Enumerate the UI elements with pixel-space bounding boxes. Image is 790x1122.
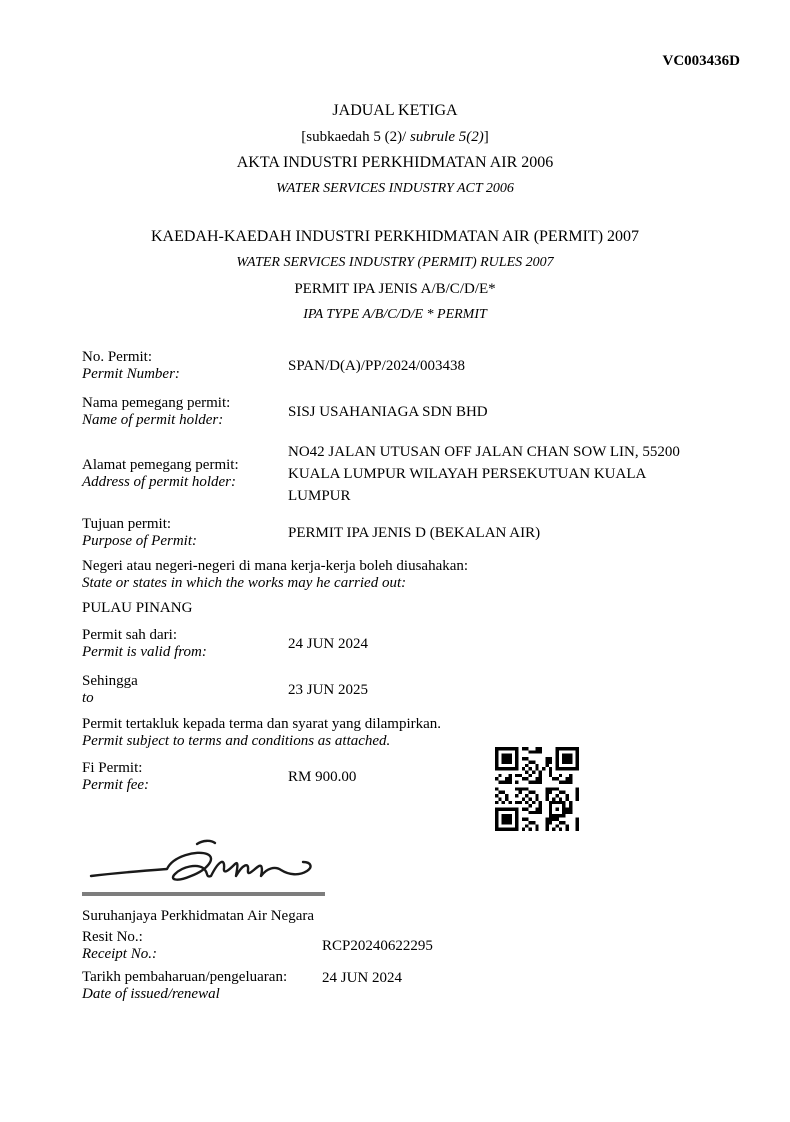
- label-my: Tujuan permit:: [82, 516, 172, 532]
- terms-statement-en: Permit subject to terms and conditions as attached.: [82, 733, 391, 749]
- field-row-receipt-no: [82, 929, 740, 963]
- label-my: Nama pemegang permit:: [82, 395, 231, 411]
- signature: [85, 838, 320, 890]
- act-title-en: WATER SERVICES INDUSTRY ACT 2006: [276, 181, 514, 196]
- label-en: Permit is valid from:: [82, 644, 207, 660]
- label-en: Receipt No.:: [82, 946, 157, 962]
- holder-name-value: SISJ USAHANIAGA SDN BHD: [288, 403, 488, 420]
- state-name: PULAU PINANG: [82, 600, 193, 616]
- signature-line: [82, 892, 325, 896]
- field-label: [82, 929, 322, 963]
- field-label: [82, 395, 288, 429]
- terms-statement-my: Permit tertakluk kepada terma dan syarat yang dilampirkan.: [82, 716, 442, 732]
- label-en: Address of permit holder:: [82, 474, 237, 490]
- label-en: Date of issued/renewal: [82, 986, 220, 1002]
- signature-block: [82, 838, 740, 925]
- purpose-value: PERMIT IPA JENIS D (BEKALAN AIR): [288, 524, 541, 541]
- field-row-purpose: [82, 516, 740, 550]
- permit-type-my: PERMIT IPA JENIS A/B/C/D/E*: [294, 281, 496, 297]
- field-label: [82, 673, 288, 707]
- works-states-statement-my: Negeri atau negeri-negeri di mana kerja-kerja boleh diusahakan:: [82, 558, 469, 574]
- subrule-suffix: ]: [483, 129, 489, 145]
- rules-title-my: KAEDAH-KAEDAH INDUSTRI PERKHIDMATAN AIR (PERMIT) 2007: [150, 228, 640, 245]
- subrule-reference: [0, 128, 790, 146]
- holder-address-value: NO42 JALAN UTUSAN OFF JALAN CHAN SOW LIN, 55200 KUALA LUMPUR WILAYAH PERSEKUTUAN KUALA LUMPUR: [288, 444, 680, 504]
- field-label: [82, 516, 288, 550]
- field-row-issue-date: [82, 969, 740, 1003]
- field-label: [82, 760, 288, 794]
- field-label: [82, 457, 288, 491]
- field-label: [82, 627, 288, 661]
- rules-title-en: WATER SERVICES INDUSTRY (PERMIT) RULES 2007: [236, 255, 554, 270]
- field-row-holder-name: [82, 395, 740, 429]
- subrule-prefix: [subkaedah 5 (2)/: [301, 129, 410, 145]
- subrule-italic: subrule 5(2): [409, 129, 484, 145]
- qr-code: [495, 747, 579, 831]
- works-states-statement-en: State or states in which the works may he carried out:: [82, 575, 407, 591]
- label-my: Tarikh pembaharuan/pengeluaran:: [82, 969, 288, 985]
- permit-type-en: IPA TYPE A/B/C/D/E * PERMIT: [303, 307, 487, 322]
- field-row-fee: [82, 760, 740, 794]
- document-header-rules: [0, 228, 790, 323]
- valid-to-value: 23 JUN 2025: [288, 681, 369, 698]
- fee-value: RM 900.00: [288, 768, 357, 785]
- label-my: Resit No.:: [82, 929, 143, 945]
- label-my: Fi Permit:: [82, 760, 143, 776]
- label-en: Permit fee:: [82, 777, 150, 793]
- schedule-title: JADUAL KETIGA: [332, 102, 458, 119]
- field-row-valid-to: [82, 673, 740, 707]
- field-label: [82, 349, 288, 383]
- works-states-statement: [82, 558, 740, 592]
- document-body: [0, 323, 790, 1003]
- issuing-authority: Suruhanjaya Perkhidmatan Air Negara: [82, 908, 315, 924]
- label-my: Sehingga: [82, 673, 138, 689]
- label-en: to: [82, 690, 94, 706]
- receipt-no-value: RCP20240622295: [322, 937, 433, 954]
- terms-statement: [82, 716, 740, 750]
- label-en: Name of permit holder:: [82, 412, 224, 428]
- field-row-holder-address: [82, 441, 740, 507]
- label-my: No. Permit:: [82, 349, 152, 365]
- permit-number-value: SPAN/D(A)/PP/2024/003438: [288, 357, 465, 374]
- valid-from-value: 24 JUN 2024: [288, 635, 369, 652]
- label-my: Permit sah dari:: [82, 627, 177, 643]
- label-en: Permit Number:: [82, 366, 180, 382]
- label-en: Purpose of Permit:: [82, 533, 197, 549]
- act-title-my: AKTA INDUSTRI PERKHIDMATAN AIR 2006: [236, 154, 554, 171]
- document-ref-number: VC003436D: [662, 53, 740, 69]
- field-row-valid-from: [82, 627, 740, 661]
- issue-date-value: 24 JUN 2024: [322, 970, 403, 986]
- field-label: [82, 969, 322, 1003]
- document-header-act: [0, 102, 790, 197]
- field-row-permit-number: [82, 349, 740, 383]
- label-my: Alamat pemegang permit:: [82, 457, 239, 473]
